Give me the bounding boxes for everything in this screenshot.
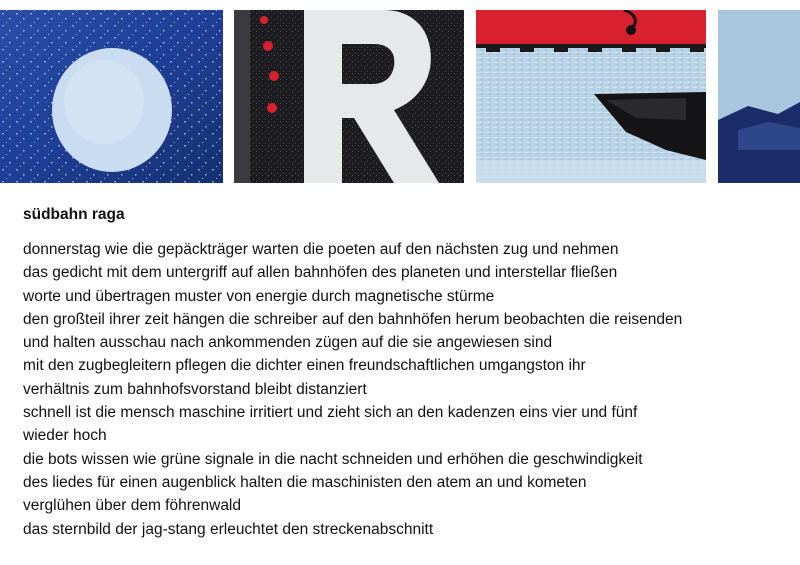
poem-line: mit den zugbegleitern pflegen die dichter einen freundschaftlichen umgangston ihr: [23, 357, 586, 375]
poem-line: donnerstag wie die gepäckträger warten die poeten auf den nächsten zug und nehmen: [23, 241, 619, 258]
poem-line: das gedicht mit dem untergriff auf allen bahnhöfen des planeten und interstellar fließen: [23, 264, 618, 282]
poem-line: und halten ausschau nach ankommenden zügen auf die sie angewiesen sind: [23, 334, 553, 352]
poem-line: den großteil ihrer zeit hängen die schreiber auf den bahnhöfen herum beobachten die reisenden: [23, 310, 683, 328]
poem-line: wieder hoch: [23, 427, 107, 445]
poem-line: die bots wissen wie grüne signale in die nacht schneiden und erhöhen die geschwindigkeit: [23, 450, 643, 468]
image-partial-navy: [718, 10, 800, 183]
poem-line: worte und übertragen muster von energie durch magnetische stürme: [23, 287, 495, 305]
poem-title: südbahn raga: [23, 206, 125, 223]
image-strip: [0, 10, 800, 183]
poem-line: das sternbild der jag-stang erleuchtet den streckenabschnitt: [23, 520, 434, 538]
image-letter-r: [234, 10, 464, 183]
poem: [23, 205, 793, 541]
image-blue-disc: [0, 10, 223, 183]
image-red-banner: [476, 10, 706, 183]
poem-lines: [23, 238, 793, 541]
poem-line: verglühen über dem föhrenwald: [23, 497, 241, 515]
poem-line: verhältnis zum bahnhofsvorstand bleibt distanziert: [23, 380, 367, 398]
poem-line: des liedes für einen augenblick halten die maschinisten den atem an und kometen: [23, 473, 587, 491]
poem-line: schnell ist die mensch maschine irritiert und zieht sich an den kadenzen eins vier und fünf: [23, 404, 638, 422]
